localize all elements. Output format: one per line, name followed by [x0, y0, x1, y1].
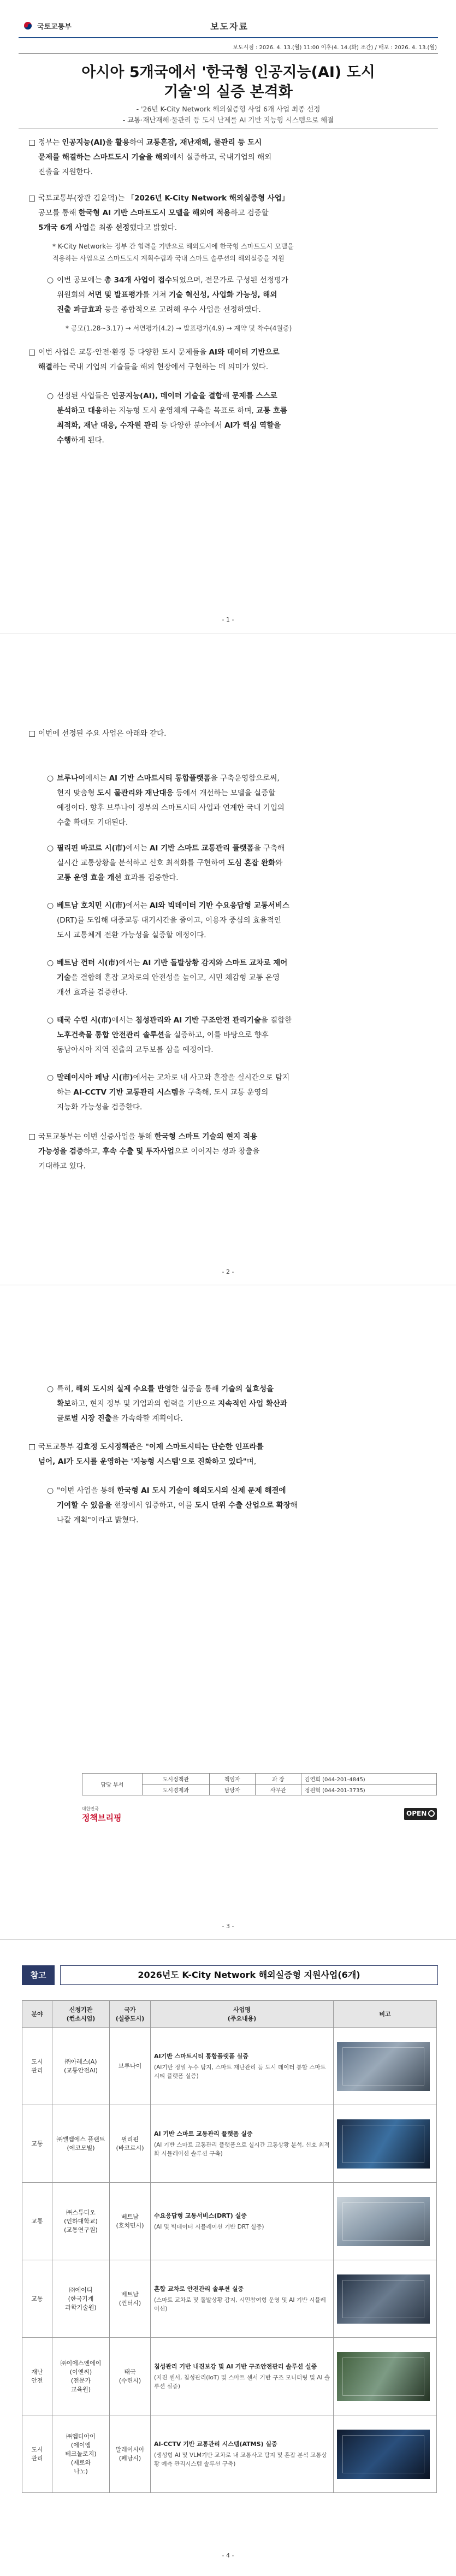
contact-2: 정원혁 (044-201-3735) — [301, 1785, 436, 1795]
project-cantho: ○ 베트남 껀터 시(市)에서는 AI 기반 돌발상황 감지와 스마트 교차로 제어 기술을 결합해 혼잡 교차로의 안전성을 높이고, 시민 체감형 교통 운영 개선 효과를 검증한다. — [57, 956, 434, 1000]
paragraph-2: □ 국토교통부(장관 김윤덕)는 「2026년 K-City Network 해외실증형 사업」 공모를 통해 한국형 AI 기반 스마트도시 모델을 해외에 적용하고 검증할 5개국 6개 사업을 최종 선정했다고 밝혔다. — [38, 191, 431, 235]
dept-1: 도시정책관 — [142, 1774, 209, 1785]
project-title: 혼합 교차로 안전관리 솔루션 실증 — [154, 2285, 244, 2293]
footnote-schedule: * 공모(1.28~3.17) → 서면평가(4.2) → 발표평가(4.9) → 계약 및 착수(4월중) — [66, 324, 292, 332]
square-bullet-icon: □ — [28, 348, 36, 357]
doc-type: 보도자료 — [210, 21, 248, 32]
project-title: AI 기반 스마트 교통관리 플랫폼 실증 — [154, 2130, 253, 2137]
table-row — [22, 2338, 437, 2415]
project-desc: (AI 및 빅데이터 시뮬레이션 기반 DRT 실증) — [154, 2223, 264, 2230]
square-bullet-icon: □ — [28, 194, 36, 203]
cell-project — [151, 2105, 334, 2183]
resp-label-2: 담당자 — [209, 1785, 255, 1795]
project-title: AI-CCTV 기반 교통관리 시스템(ATMS) 실증 — [154, 2440, 277, 2448]
project-title: 침성관리 기반 내진보강 및 AI 기반 구조안전관리 솔루션 실증 — [154, 2362, 317, 2370]
cell-org: ㈜엘엠에스 플랜트 (에코모빌) — [52, 2105, 110, 2183]
dept-label: 담당 부서 — [82, 1774, 143, 1795]
cell-project — [151, 2028, 334, 2105]
headline-line1: 아시아 5개국에서 '한국형 인공지능(AI) 도시 — [81, 64, 375, 81]
col-org: 신청기관 (컨소시엄) — [52, 2001, 110, 2028]
paragraph-7: ○ 특히, 해외 도시의 실제 수요를 반영한 실증을 통해 기술의 실효성을 확보하고, 현지 정부 및 기업과의 협력을 기반으로 지속적인 사업 확산과 글로벌 시장 진출을 가속화할 계획이다. — [57, 1382, 434, 1426]
project-brunei: ○ 브루나이에서는 AI 기반 스마트시티 통합플랫폼을 구축운영함으로써, 현지 맞춤형 도시 물관리와 재난대응 등에서 개선하는 모델을 실증할 예정이다. 향후 브루나이 정부의 스마트시티 사업과 연계한 국내 기업의 수출 확대도 기대된다. — [57, 771, 434, 830]
page-number-2: - 2 - — [222, 1268, 234, 1275]
header-rule — [19, 37, 438, 38]
cell-note — [334, 2260, 437, 2338]
col-field: 분야 — [22, 2001, 52, 2028]
cell-note — [334, 2338, 437, 2415]
headline-line2: 기술'의 실증 본격화 — [164, 84, 293, 101]
attachment-tag: 참고 — [22, 1965, 55, 1985]
project-hochiminh: ○ 베트남 호치민 시(市)에서는 AI와 빅데이터 기반 수요응답형 교통서비스 (DRT)를 도입해 대중교통 대기시간을 줄이고, 이용자 중심의 효율적인 도시 교통체계 전환 가능성을 실증할 예정이다. — [57, 899, 434, 943]
project-surin: ○ 태국 수린 시(市)에서는 침성관리와 AI 기반 구조안전 관리기술을 결합한 노후건축물 통합 안전관리 솔루션을 실증하고, 이를 바탕으로 향후 동남아시아 지역 진출의 교두보를 삼을 예정이다. — [57, 1013, 434, 1057]
square-bullet-icon: □ — [28, 138, 36, 147]
cell-country: 베트남 (껀터시) — [110, 2260, 151, 2338]
table-row — [22, 2415, 437, 2493]
ministry-logo — [21, 19, 86, 33]
table-row — [22, 2260, 437, 2338]
project-desc: (AI 기반 스마트 교통관리 플랫폼으로 실시간 교통상황 분석, 신호 최적화 시뮬레이션 솔루션 구축) — [154, 2141, 330, 2157]
footnote-kcity: * K-City Network는 정부 간 협력을 기반으로 해외도시에 한국형 스마트도시 모델을 적용하는 사업으로 스마트도시 계획수립과 국내 스마트 솔루션의 해외실증을 지원 — [52, 243, 294, 262]
paragraph-9: ○ "이번 사업을 통해 한국형 AI 도시 기술이 해외도시의 실제 문제 해결에 기여할 수 있음을 현장에서 입증하고, 이를 도시 단위 수출 산업으로 확장해 나갈 계획"이라고 밝혔다. — [57, 1484, 434, 1528]
contact-table — [82, 1773, 437, 1795]
cell-country: 브루나이 — [110, 2028, 151, 2105]
table-row — [22, 2183, 437, 2260]
cell-org: ㈜이에스엔에이 (이앤씨) (전문가 교육원) — [52, 2338, 110, 2415]
attachment-title: 2026년도 K-City Network 해외실증형 지원사업(6개) — [60, 1965, 438, 1985]
project-penang: ○ 말레이시아 페낭 시(市)에서는 교차로 내 사고와 혼잡을 실시간으로 탐지 하는 AI-CCTV 기반 교통관리 시스템을 구축해, 도시 교통 운영의 지능화 가능성을 검증한다. — [57, 1071, 434, 1115]
intro-line: □ 이번에 선정된 주요 사업은 아래와 같다. — [38, 726, 431, 741]
project-photo — [337, 2119, 430, 2169]
cell-note — [334, 2415, 437, 2493]
project-desc: (지진 센서, 침성관리(IoT) 및 스마트 센서 기반 구조 모니터링 및 AI 솔루션 실증) — [154, 2374, 330, 2390]
paragraph-6: □ 국토교통부는 이번 실증사업을 통해 한국형 스마트 기술의 현지 적용 가능성을 검증하고, 후속 수출 및 투자사업으로 이어지는 성과 창출을 기대하고 있다. — [38, 1130, 431, 1174]
col-project: 사업명 (주요내용) — [151, 2001, 334, 2028]
paragraph-5: ○ 선정된 사업들은 인공지능(AI), 데이터 기술을 결합해 문제를 스스로 분석하고 대응하는 지능형 도시 운영체계 구축을 목표로 하며, 교통 흐름 최적화, 재난 대응, 수자원 관리 등 다양한 분야에서 AI가 핵심 역할을 수행하게 된다. — [57, 389, 434, 448]
open-license-icon: OPEN — [404, 1808, 437, 1820]
cell-field: 교통 — [22, 2183, 52, 2260]
col-note: 비고 — [334, 2001, 437, 2028]
subtitle-1: - '26년 K-City Network 해외실증형 사업 6개 사업 최종 선정 — [136, 105, 321, 113]
cell-project — [151, 2415, 334, 2493]
cell-project — [151, 2260, 334, 2338]
project-photo — [337, 2042, 430, 2091]
title-top-rule — [19, 53, 438, 54]
cell-org: ㈜에이디 (한국기계 과학기술원) — [52, 2260, 110, 2338]
project-bacoor: ○ 필리핀 바코르 시(市)에서는 AI 기반 스마트 교통관리 플랫폼을 구축해 실시간 교통상황을 분석하고 신호 최적화를 구현하여 도심 혼잡 완화와 교통 운영 효율 개선 효과를 검증한다. — [57, 841, 434, 885]
cell-field: 재난 안전 — [22, 2338, 52, 2415]
project-photo — [337, 2274, 430, 2324]
circle-bullet-icon: ○ — [47, 901, 54, 910]
ministry-name: 국토교통부 — [37, 23, 72, 31]
cell-org: ㈜엠디아이 (에이엠 테크놀로지) (제로와 나노) — [52, 2415, 110, 2493]
cell-org: ㈜스튜디오 (인하대학교) (교통연구원) — [52, 2183, 110, 2260]
project-desc: (AI기반 정밀 누수 탐지, 스마트 재난관리 등 도시 데이터 통합 스마트시티 플랫폼 실증) — [154, 2064, 326, 2079]
circle-bullet-icon: ○ — [47, 1385, 54, 1393]
cell-country: 태국 (수린시) — [110, 2338, 151, 2415]
circle-bullet-icon: ○ — [47, 276, 54, 285]
col-country: 국가 (실증도시) — [110, 2001, 151, 2028]
project-photo — [337, 2352, 430, 2401]
cell-field: 교통 — [22, 2105, 52, 2183]
page-number-1: - 1 - — [222, 616, 234, 623]
cell-note — [334, 2183, 437, 2260]
korea-flag-icon — [21, 20, 35, 31]
project-title: AI기반 스마트시티 통합플랫폼 실증 — [154, 2052, 248, 2060]
circle-bullet-icon: ○ — [47, 774, 54, 783]
paragraph-4: □ 이번 사업은 교통·안전·환경 등 다양한 도시 문제들을 AI와 데이터 기반으로 해결하는 국내 기업의 기술들을 해외 현장에서 구현하는 데 의미가 있다. — [38, 345, 431, 375]
page-break-3 — [0, 1939, 456, 1940]
cell-note — [334, 2105, 437, 2183]
dept-2: 도시경제과 — [142, 1785, 209, 1795]
square-bullet-icon: □ — [28, 729, 36, 738]
cell-country: 베트남 (호치민시) — [110, 2183, 151, 2260]
position-1: 과 장 — [255, 1774, 301, 1785]
cell-field: 도시 관리 — [22, 2028, 52, 2105]
subtitle-2: - 교통·재난재해·물관리 등 도시 난제를 AI 기반 지능형 시스템으로 해결 — [122, 116, 334, 124]
position-2: 사무관 — [255, 1785, 301, 1795]
square-bullet-icon: □ — [28, 1443, 36, 1451]
cell-field: 교통 — [22, 2260, 52, 2338]
project-table — [22, 2000, 437, 2493]
circle-bullet-icon: ○ — [47, 844, 54, 853]
paragraph-1: □ 정부는 인공지능(AI)을 활용하여 교통혼잡, 재난재해, 물관리 등 도시 문제를 해결하는 스마트도시 기술을 해외에서 실증하고, 국내기업의 해외 진출을 지원한다. — [38, 135, 431, 180]
logo-small: 대한민국 — [82, 1806, 99, 1811]
project-desc: (스마트 교차로 및 돌발상황 감지, 시민참여형 운영 및 AI 기반 시뮬레이션) — [154, 2296, 326, 2312]
project-title: 수요응답형 교통서비스(DRT) 실증 — [154, 2212, 247, 2219]
cell-country: 필리핀 (바코르시) — [110, 2105, 151, 2183]
circle-bullet-icon: ○ — [47, 1073, 54, 1082]
cell-project — [151, 2183, 334, 2260]
circle-bullet-icon: ○ — [47, 1486, 54, 1495]
cell-note — [334, 2028, 437, 2105]
paragraph-3: ○ 이번 공모에는 총 34개 사업이 접수되었으며, 전문가로 구성된 선정평가 위원회의 서면 및 발표평가를 거쳐 기술 혁신성, 사업화 가능성, 해외 진출 파급효과 등을 종합적으로 고려해 우수 사업을 선정하였다. — [57, 273, 434, 317]
table-row — [22, 2028, 437, 2105]
page-number-3: - 3 - — [222, 1923, 234, 1930]
project-desc: (생성형 AI 및 VLM기반 교차로 내 교통사고 탐지 및 혼잡 분석 교통상황 예측 관리시스템 솔루션 구축) — [154, 2451, 327, 2467]
cell-field: 도시 관리 — [22, 2415, 52, 2493]
table-row — [22, 2105, 437, 2183]
square-bullet-icon: □ — [28, 1132, 36, 1141]
policy-briefing-logo — [82, 1806, 142, 1824]
circle-bullet-icon: ○ — [47, 1016, 54, 1025]
page-number-4: - 4 - — [222, 2552, 234, 2559]
project-photo — [337, 2430, 430, 2479]
circle-bullet-icon: ○ — [47, 392, 54, 400]
cell-org: ㈜아레스(A) (교통안전AI) — [52, 2028, 110, 2105]
circle-bullet-icon: ○ — [47, 959, 54, 967]
cell-project — [151, 2338, 334, 2415]
paragraph-8: □ 국토교통부 김효정 도시정책관은 "이제 스마트시티는 단순한 인프라를 넘어, AI가 도시를 운영하는 '지능형 시스템'으로 진화하고 있다"며, — [38, 1440, 431, 1469]
cell-country: 말레이시아 (페낭시) — [110, 2415, 151, 2493]
logo-text: 정책브리핑 — [82, 1813, 122, 1823]
contact-1: 김연희 (044-201-4845) — [301, 1774, 436, 1785]
project-photo — [337, 2197, 430, 2246]
release-info: 보도시점 : 2026. 4. 13.(월) 11:00 이후(4. 14.(화) 조간) / 배포 : 2026. 4. 13.(월) — [233, 45, 437, 51]
resp-label-1: 책임자 — [209, 1774, 255, 1785]
